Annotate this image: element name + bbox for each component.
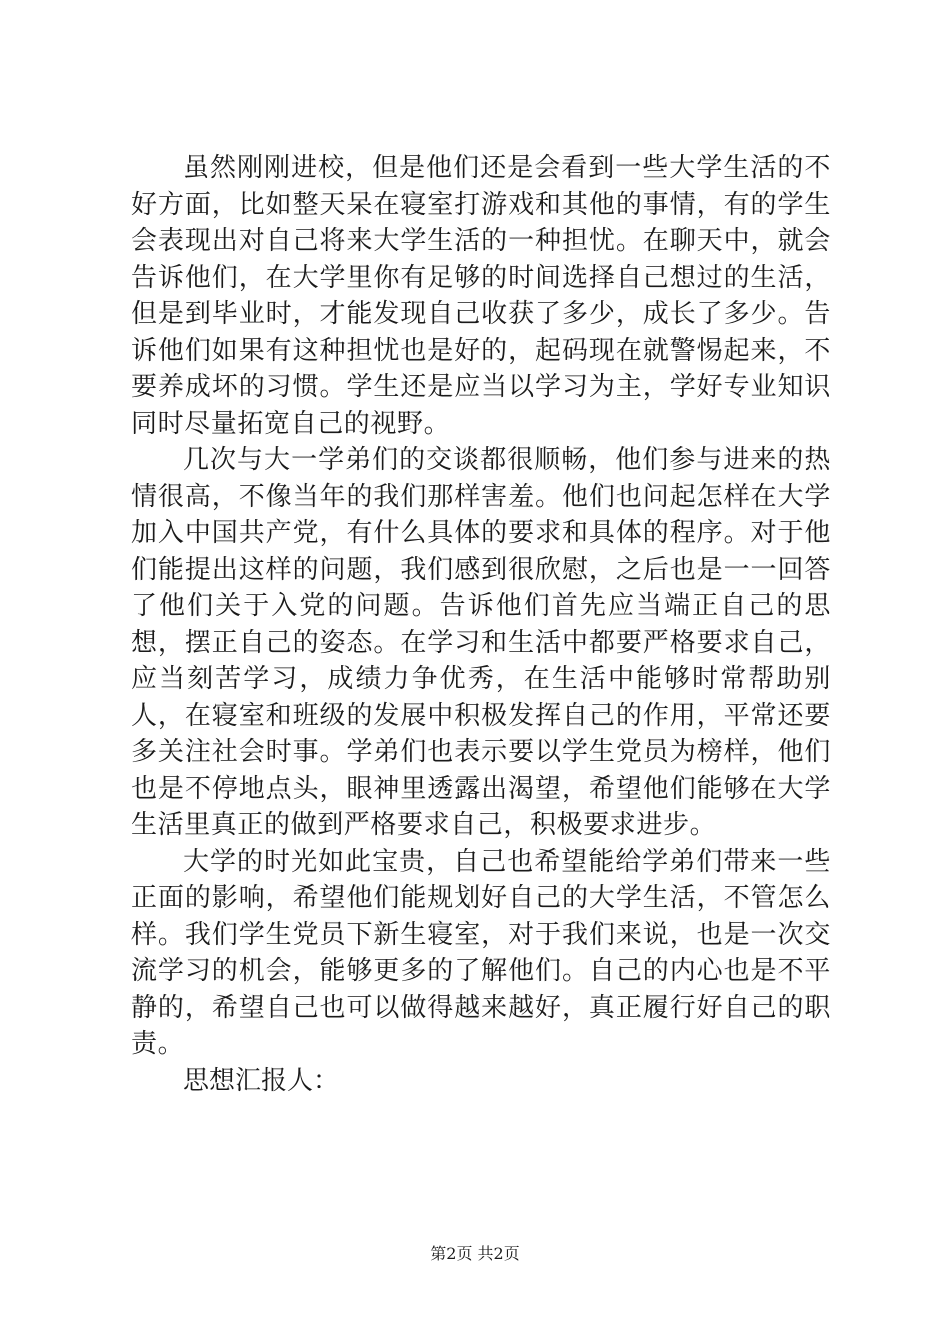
- paragraph-1: 虽然刚刚进校，但是他们还是会看到一些大学生活的不好方面，比如整天呆在寝室打游戏和其他的事情，有的学生会表现出对自己将来大学生活的一种担忧。在聊天中，就会告诉他们，在大学里你有足够的时间选择自己想过的生活，但是到毕业时，才能发现自己收获了多少，成长了多少。告诉他们如果有这种担忧也是好的，起码现在就警惕起来，不要养成坏的习惯。学生还是应当以学习为主，学好专业知识同时尽量拓宽自己的视野。: [131, 153, 831, 439]
- signature-line: 思想汇报人：: [183, 1065, 340, 1096]
- paragraph-3: 大学的时光如此宝贵，自己也希望能给学弟们带来一些正面的影响，希望他们能规划好自己的大学生活，不管怎么样。我们学生党员下新生寝室，对于我们来说，也是一次交流学习的机会，能够更多的了解他们。自己的内心也是不平静的，希望自己也可以做得越来越好，真正履行好自己的职责。: [131, 846, 831, 1059]
- paragraph-2: 几次与大一学弟们的交谈都很顺畅，他们参与进来的热情很高，不像当年的我们那样害羞。他们也问起怎样在大学加入中国共产党，有什么具体的要求和具体的程序。对于他们能提出这样的问题，我们感到很欣慰，之后也是一一回答了他们关于入党的问题。告诉他们首先应当端正自己的思想，摆正自己的姿态。在学习和生活中都要严格要求自己，应当刻苦学习，成绩力争优秀，在生活中能够时常帮助别人，在寝室和班级的发展中积极发挥自己的作用，平常还要多关注社会时事。学弟们也表示要以学生党员为榜样，他们也是不停地点头，眼神里透露出渴望，希望他们能够在大学生活里真正的做到严格要求自己，积极要求进步。: [131, 445, 831, 840]
- page-footer: 第2页 共2页: [430, 1244, 520, 1263]
- document-body: [131, 150, 831, 1099]
